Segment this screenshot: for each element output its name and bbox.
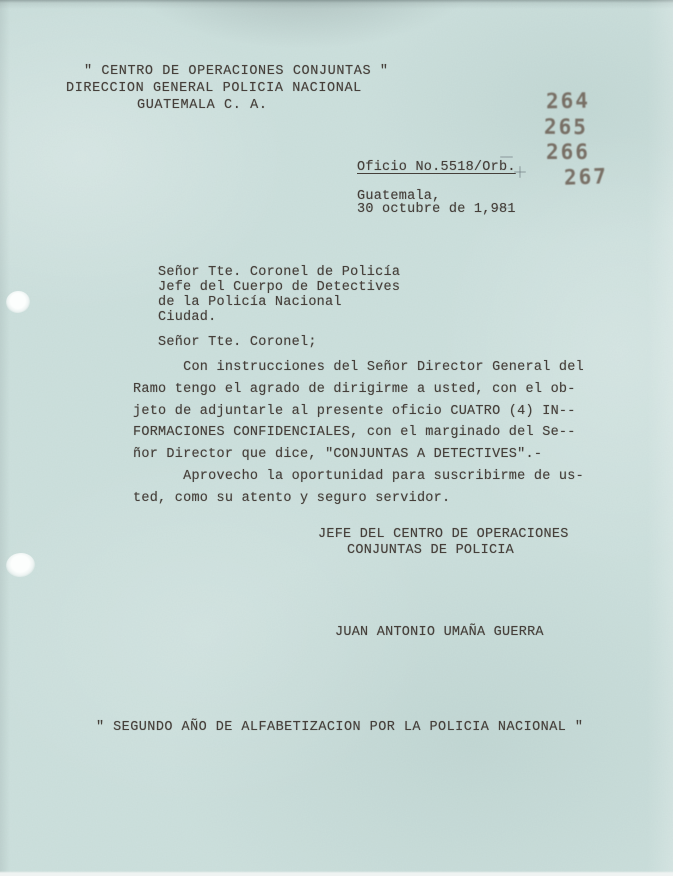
folio-number-stamp: 264 xyxy=(545,88,591,114)
signature-name: JUAN ANTONIO UMAÑA GUERRA xyxy=(335,625,544,640)
folio-number-stamp: 265 xyxy=(543,114,589,140)
date-line: 30 octubre de 1,981 xyxy=(357,202,516,217)
body-line: ted, como su atento y seguro servidor. xyxy=(133,490,451,506)
body-line: jeto de adjuntarle al presente oficio CUATRO (4) IN-- xyxy=(133,403,576,419)
addressee-line: Ciudad. xyxy=(158,310,217,325)
addressee-line: de la Policía Nacional xyxy=(158,295,342,310)
signature-title-line-2: CONJUNTAS DE POLICIA xyxy=(347,543,515,558)
body-line: Ramo tengo el agrado de dirigirme a usted, con el ob- xyxy=(133,381,576,397)
body-line: Aprovecho la oportunidad para suscribirme de us- xyxy=(133,468,584,484)
salutation: Señor Tte. Coronel; xyxy=(158,335,317,350)
body-line: Con instrucciones del Señor Director General del xyxy=(133,360,584,375)
letterhead-line-2: DIRECCION GENERAL POLICIA NACIONAL xyxy=(66,81,362,96)
folio-number-stamp: 266 xyxy=(546,140,590,164)
hole-punch xyxy=(5,289,32,314)
body-line: ñor Director que dice, "CONJUNTAS A DETECTIVES".- xyxy=(133,447,543,463)
letterhead-line-1: " CENTRO DE OPERACIONES CONJUNTAS " xyxy=(84,64,389,79)
faint-pencil-mark xyxy=(500,156,513,158)
letter-body xyxy=(133,357,584,510)
city-line: Guatemala, xyxy=(357,189,441,204)
signature-title-line-1: JEFE DEL CENTRO DE OPERACIONES xyxy=(318,527,569,542)
footer-slogan: " SEGUNDO AÑO DE ALFABETIZACION POR LA POLICIA NACIONAL " xyxy=(96,720,584,735)
addressee-line: Jefe del Cuerpo de Detectives xyxy=(158,280,401,295)
folio-number-stamp: 267 xyxy=(563,164,609,190)
addressee-block xyxy=(158,265,400,325)
hole-punch xyxy=(5,552,36,579)
scan-bottom-edge xyxy=(0,871,673,876)
oficio-reference: Oficio No.5518/Orb. xyxy=(357,160,516,175)
body-line: FORMACIONES CONFIDENCIALES, con el marginado del Se-- xyxy=(133,425,576,441)
addressee-line: Señor Tte. Coronel de Policía xyxy=(158,265,401,280)
letterhead-line-3: GUATEMALA C. A. xyxy=(137,98,268,113)
faint-pencil-mark xyxy=(519,166,521,178)
